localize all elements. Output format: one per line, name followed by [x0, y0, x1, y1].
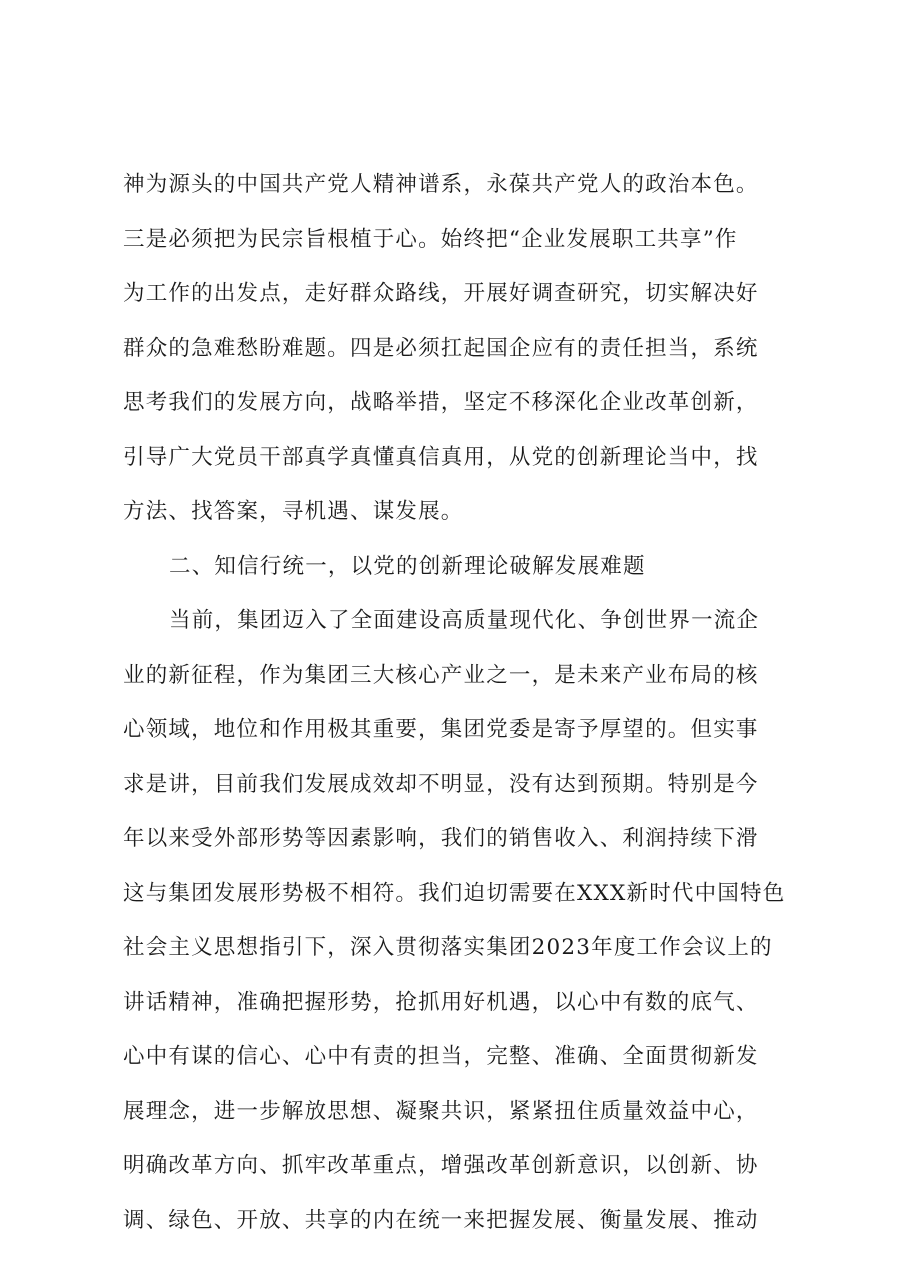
text-line: 心中有谋的信心、心中有责的担当，完整、准确、全面贯彻新发 — [123, 1044, 759, 1069]
text-line: 群众的急难愁盼难题。四是必须扛起国企应有的责任担当，系统 — [123, 335, 759, 361]
section-heading: 二、知信行统一，以党的创新理论破解发展难题 — [169, 553, 646, 579]
text-line: 这与集团发展形势极不相符。我们迫切需要在XXX新时代中国特色 — [123, 880, 786, 906]
text-line: 展理念，进一步解放思想、凝聚共识，紧紧扭住质量效益中心， — [123, 1098, 759, 1124]
text-line: 思考我们的发展方向，战略举措，坚定不移深化企业改革创新， — [123, 390, 759, 415]
text-line: 业的新征程，作为集团三大核心产业之一，是未来产业布局的核 — [123, 662, 759, 688]
text-line: 引导广大党员干部真学真懂真信真用，从党的创新理论当中，找 — [123, 444, 759, 470]
text-line: 当前，集团迈入了全面建设高质量现代化、争创世界一流企 — [169, 608, 760, 633]
text-line: 心领域，地位和作用极其重要，集团党委是寄予厚望的。但实事 — [123, 717, 759, 742]
text-line: 明确改革方向、抓牢改革重点，增强改革创新意识，以创新、协 — [123, 1153, 759, 1178]
text-line: 社会主义思想指引下，深入贯彻落实集团2023年度工作会议上的 — [123, 935, 773, 960]
text-line: 三是必须把为民宗旨根植于心。始终把“企业发展职工共享”作 — [123, 226, 738, 252]
text-line: 神为源头的中国共产党人精神谱系，永葆共产党人的政治本色。 — [123, 172, 759, 197]
text-line: 方法、找答案，寻机遇、谋发展。 — [123, 499, 464, 524]
text-line: 调、绿色、开放、共享的内在统一来把握发展、衡量发展、推动 — [123, 1207, 759, 1233]
text-line: 讲话精神，准确把握形势，抢抓用好机遇，以心中有数的底气、 — [123, 989, 759, 1015]
body-text — [123, 158, 823, 1248]
text-line: 年以来受外部形势等因素影响，我们的销售收入、利润持续下滑 — [123, 826, 759, 851]
text-line: 为工作的出发点，走好群众路线，开展好调查研究，切实解决好 — [123, 281, 759, 306]
text-line: 求是讲，目前我们发展成效却不明显，没有达到预期。特别是今 — [123, 771, 759, 797]
